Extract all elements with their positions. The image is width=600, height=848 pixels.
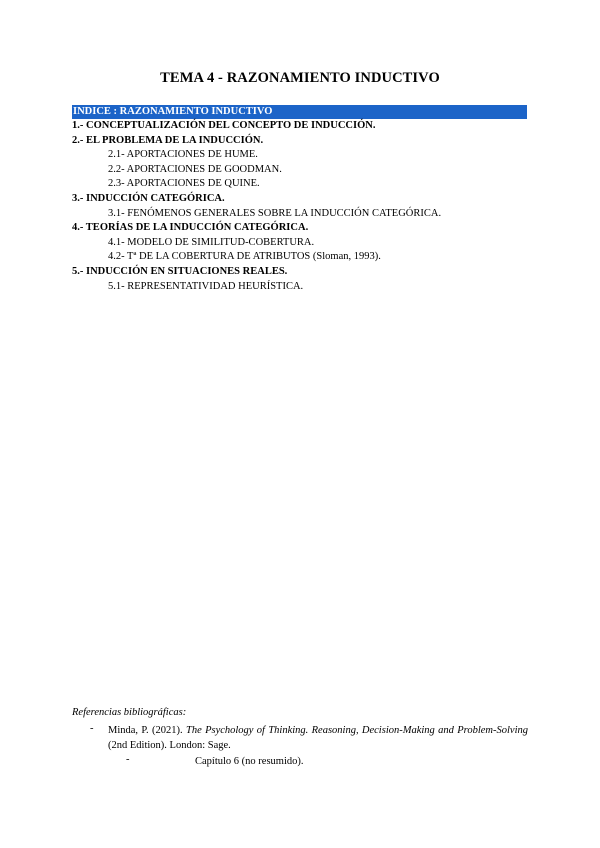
toc-section: 5.- INDUCCIÓN EN SITUACIONES REALES. <box>72 265 288 277</box>
table-of-contents <box>72 105 527 294</box>
reference-edition: (2nd Edition). London: Sage. <box>108 739 231 751</box>
reference-sub-text: Capítulo 6 (no resumido). <box>195 755 304 767</box>
toc-section: 3.- INDUCCIÓN CATEGÓRICA. <box>72 192 225 204</box>
toc-section: 1.- CONCEPTUALIZACIÓN DEL CONCEPTO DE INDUCCIÓN. <box>72 120 376 131</box>
reference-book-title: The Psychology of Thinking. Reasoning, Decision-Making and Problem-Solving <box>185 724 528 736</box>
page-title: TEMA 4 - RAZONAMIENTO INDUCTIVO <box>160 70 440 86</box>
toc-list <box>72 119 527 294</box>
toc-subsection: 3.1- FENÓMENOS GENERALES SOBRE LA INDUCCIÓN CATEGÓRICA. <box>108 207 442 219</box>
reference-sub-item <box>72 754 528 769</box>
toc-header: INDICE : RAZONAMIENTO INDUCTIVO <box>72 105 527 119</box>
references <box>72 706 528 769</box>
toc-subsection: 4.1- MODELO DE SIMILITUD-COBERTURA. <box>108 236 315 248</box>
reference-sub-bullet: - <box>126 753 130 765</box>
toc-subsection: 4.2- Tª DE LA COBERTURA DE ATRIBUTOS (Sloman, 1993). <box>108 251 381 263</box>
toc-subsection: 2.2- APORTACIONES DE GOODMAN. <box>108 163 282 175</box>
toc-section: 4.- TEORÍAS DE LA INDUCCIÓN CATEGÓRICA. <box>72 222 309 234</box>
references-heading: Referencias bibliográficas: <box>72 707 187 718</box>
toc-subsection: 2.1- APORTACIONES DE HUME. <box>108 149 258 161</box>
reference-bullet: - <box>90 722 94 734</box>
reference-author: Minda, P. (2021). <box>108 724 183 736</box>
reference-item <box>72 723 528 753</box>
toc-subsection: 5.1- REPRESENTATIVIDAD HEURÍSTICA. <box>108 280 304 292</box>
reference-text <box>108 723 528 753</box>
toc-section: 2.- EL PROBLEMA DE LA INDUCCIÓN. <box>72 134 264 146</box>
toc-subsection: 2.3- APORTACIONES DE QUINE. <box>108 178 260 190</box>
